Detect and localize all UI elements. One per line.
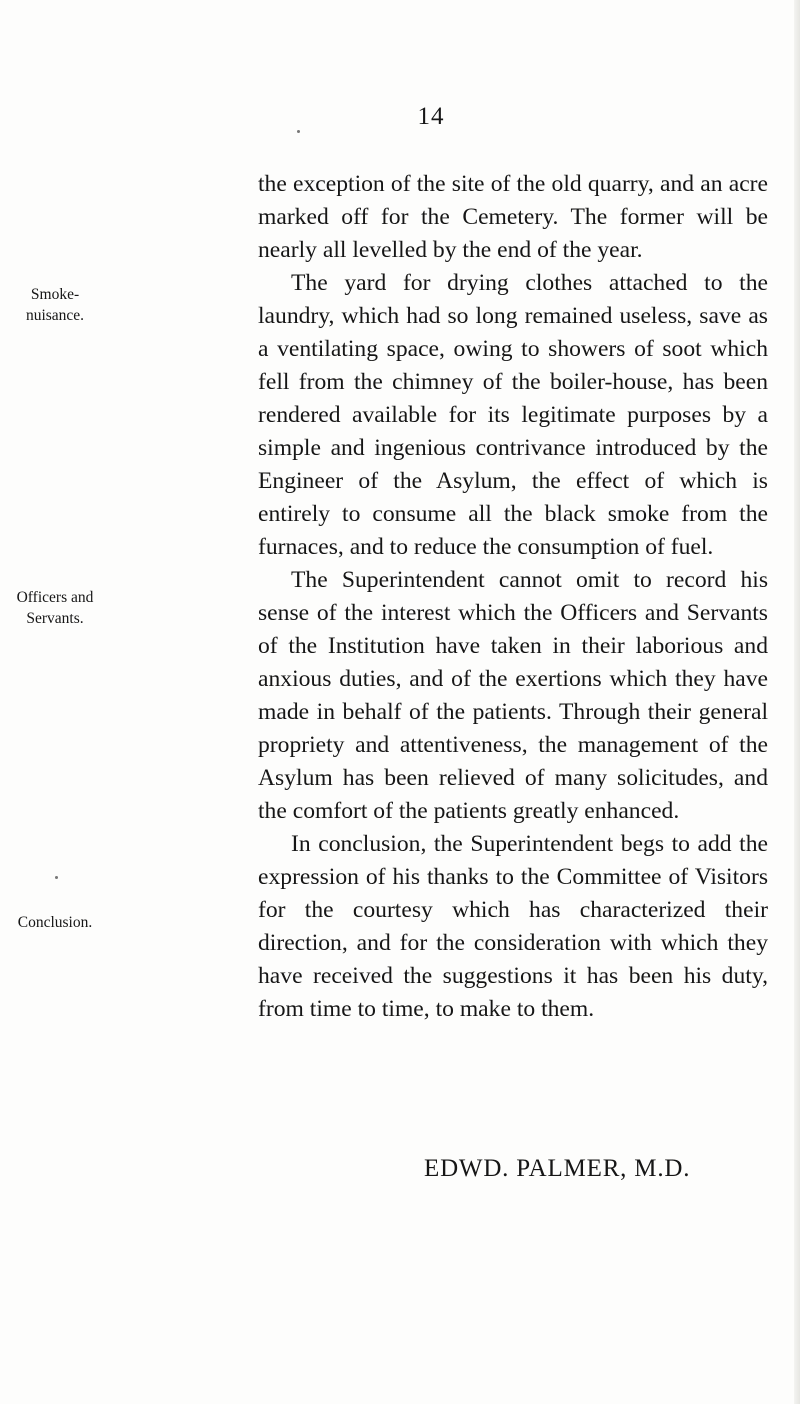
- page-edge-shadow: [794, 0, 800, 1404]
- margin-note-line: Conclusion.: [17, 914, 93, 931]
- paragraph-officers-servants: The Superintendent cannot omit to record his sense of the interest which the Officers and Servants of the Institution have taken in their laborious and anxious duties, and of the exertions which they have made in behalf of the patients. Through their general propriety and attentiveness, the management of the Asylum has been relieved of many solicitudes, and the comfort of the patients greatly enhanced.: [258, 567, 768, 824]
- margin-note-conclusion: [0, 912, 110, 933]
- margin-note-line: Officers and: [16, 589, 94, 606]
- paragraph-quarry: the exception of the site of the old quarry, and an acre marked off for the Cemetery. The former will be nearly all levelled by the end of the year.: [258, 171, 768, 263]
- margin-note-line: nuisance.: [25, 307, 85, 324]
- body-text: [258, 168, 768, 1026]
- paragraph-conclusion: In conclusion, the Superintendent begs to add the expression of his thanks to the Committee of Visitors for the courtesy which has characterized their direction, and for the consideration with which they have received the suggestions it has been his duty, from time to time, to make to them.: [258, 831, 768, 1022]
- margin-note-officers-servants: [0, 587, 110, 629]
- ink-speck: [297, 130, 300, 133]
- signature: EDWD. PALMER, M.D.: [424, 1155, 691, 1182]
- paragraph-smoke-nuisance: The yard for drying clothes attached to the laundry, which had so long remained useless, save as a ventilating space, owing to showers of soot which fell from the chimney of the boiler-house, has been rendered available for its legitimate purposes by a simple and ingenious contrivance introduced by the Engineer of the Asylum, the effect of which is entirely to consume all the black smoke from the furnaces, and to reduce the consumption of fuel.: [258, 270, 768, 560]
- margin-note-smoke-nuisance: [0, 284, 110, 326]
- margin-note-line: Servants.: [26, 610, 84, 627]
- page-number: 14: [417, 103, 445, 130]
- margin-note-line: Smoke-: [30, 286, 80, 303]
- ink-speck: [55, 876, 58, 879]
